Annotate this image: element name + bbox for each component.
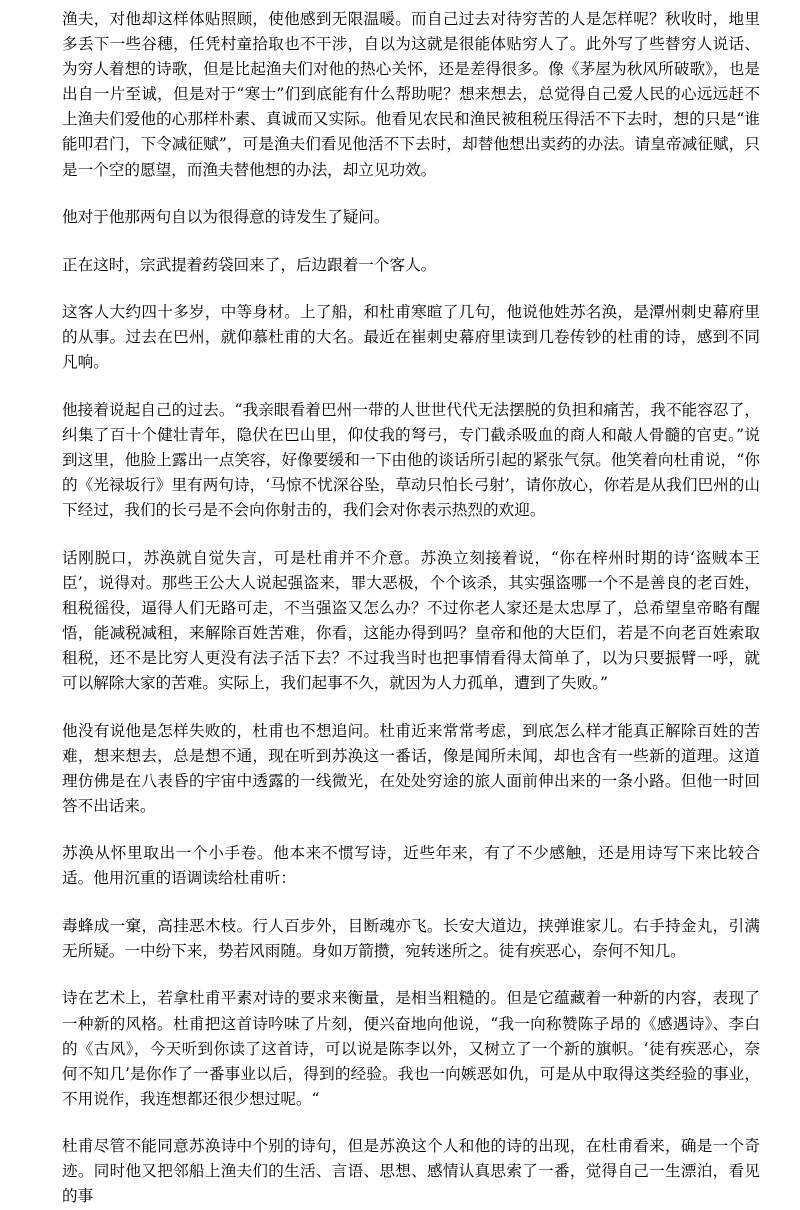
paragraph: 正在这时，宗武提着药袋回来了，后边跟着一个客人。 — [62, 255, 437, 274]
paragraph: 诗在艺术上，若拿杜甫平素对诗的要求来衡量，是相当粗糙的。但是它蕴藏着一种新的内容，表现了一种新的风格。杜甫把这首诗吟味了片刻，便兴奋地向他说，“我一向称赞陈子昂的《感遇诗》、李白的《古风》，今天听到你读了这首诗，可以说是陈李以外，又树立了一个新的旗帜。‘徒有疾恶心，奈何不知几’是你作了一番事业以后，得到的经验。我也一向嫉恶如仇，可是从中取得这类经验的事业，不用说作，我连想都还很少想过呢。“ — [62, 989, 760, 1108]
paragraph: 这客人大约四十多岁，中等身材。上了船，和杜甫寒暄了几句，他说他姓苏名涣，是潭州刺史幕府里的从事。过去在巴州，就仰慕杜甫的大名。最近在崔刺史幕府里读到几卷传钞的杜甫的诗，感到不同凡响。 — [62, 303, 760, 372]
paragraph: 苏涣从怀里取出一个小手卷。他本来不惯写诗，近些年来，有了不少感触，还是用诗写下来比较合适。他用沉重的语调读给杜甫听： — [62, 844, 760, 888]
paragraph: 他接着说起自己的过去。“我亲眼看着巴州一带的人世世代代无法摆脱的负担和痛苦，我不能容忍了，纠集了百十个健壮青年，隐伏在巴山里，仰仗我的弩弓，专门截杀吸血的商人和敲人骨髓的官吏。”说到这里，他脸上露出一点笑容，好像要缓和一下由他的谈话所引起的紧张气氛。他笑着向杜甫说，“你的《光禄坂行》里有两句诗，‘马惊不忧深谷坠，草动只怕长弓射’，请你放心，你若是从我们巴州的山下经过，我们的长弓是不会向你射击的，我们会对你表示热烈的欢迎。 — [62, 400, 760, 520]
poem-quote: 毒蜂成一窠，高挂恶木枝。行人百步外，目断魂亦飞。长安大道边，挟弹谁家儿。右手持金丸，引满无所疑。一中纷下来，势若风雨随。身如万箭攒，宛转迷所之。徒有疾恶心，奈何不知几。 — [62, 916, 760, 960]
paragraph: 渔夫，对他却这样体贴照顾，使他感到无限温暖。而自己过去对待穷苦的人是怎样呢？秋收时，地里多丢下一些谷穗，任凭村童拾取也不干涉，自以为这就是很能体贴穷人了。此外写了些替穷人说话、为穷人着想的诗歌，但是比起渔夫们对他的热心关怀，还是差得很多。像《茅屋为秋风所破歌》，也是出自一片至诚，但是对于“寒士”们到底能有什么帮助呢？想来想去，总觉得自己爱人民的心远远赶不上渔夫们爱他的心那样朴素、真诚而又实际。他看见农民和渔民被租税压得活不下去时，想的只是“谁能叩君门，下令减征赋”，可是渔夫们看见他活不下去时，却替他想出卖药的办法。请皇帝减征赋，只是一个空的愿望，而渔夫替他想的办法，却立见功效。 — [62, 10, 760, 179]
paragraph: 他对于他那两句自以为很得意的诗发生了疑问。 — [62, 208, 390, 227]
paragraph: 杜甫尽管不能同意苏涣诗中个别的诗句，但是苏涣这个人和他的诗的出现，在杜甫看来，确是一个奇迹。同时他又把邻船上渔夫们的生活、言语、思想、感情认真思索了一番，觉得自己一生漂泊，看见的事 — [62, 1137, 760, 1206]
paragraph: 他没有说他是怎样失败的，杜甫也不想追问。杜甫近来常常考虑，到底怎么样才能真正解除百姓的苦难，想来想去，总是想不通，现在听到苏涣这一番话，像是闻所未闻，却也含有一些新的道理。这道理仿佛是在八表昏的宇宙中透露的一线微光，在处处穷途的旅人面前伸出来的一条小路。但他一时回答不出话来。 — [62, 721, 760, 815]
paragraph: 话刚脱口，苏涣就自觉失言，可是杜甫并不介意。苏涣立刻接着说，“你在梓州时期的诗‘盗贼本王臣’，说得对。那些王公大人说起强盗来，罪大恶极，个个该杀，其实强盗哪一个不是善良的老百姓，租税徭役，逼得人们无路可走，不当强盗又怎么办？不过你老人家还是太忠厚了，总希望皇帝略有醒悟，能减税减租，来解除百姓苦难，你看，这能办得到吗？皇帝和他的大臣们，若是不向老百姓索取租税，还不是比穷人更没有法子活下去？不过我当时也把事情看得太简单了，以为只要振臂一呼，就可以解除大家的苦难。实际上，我们起事不久，就因为人力孤单，遭到了失败。” — [62, 548, 760, 693]
